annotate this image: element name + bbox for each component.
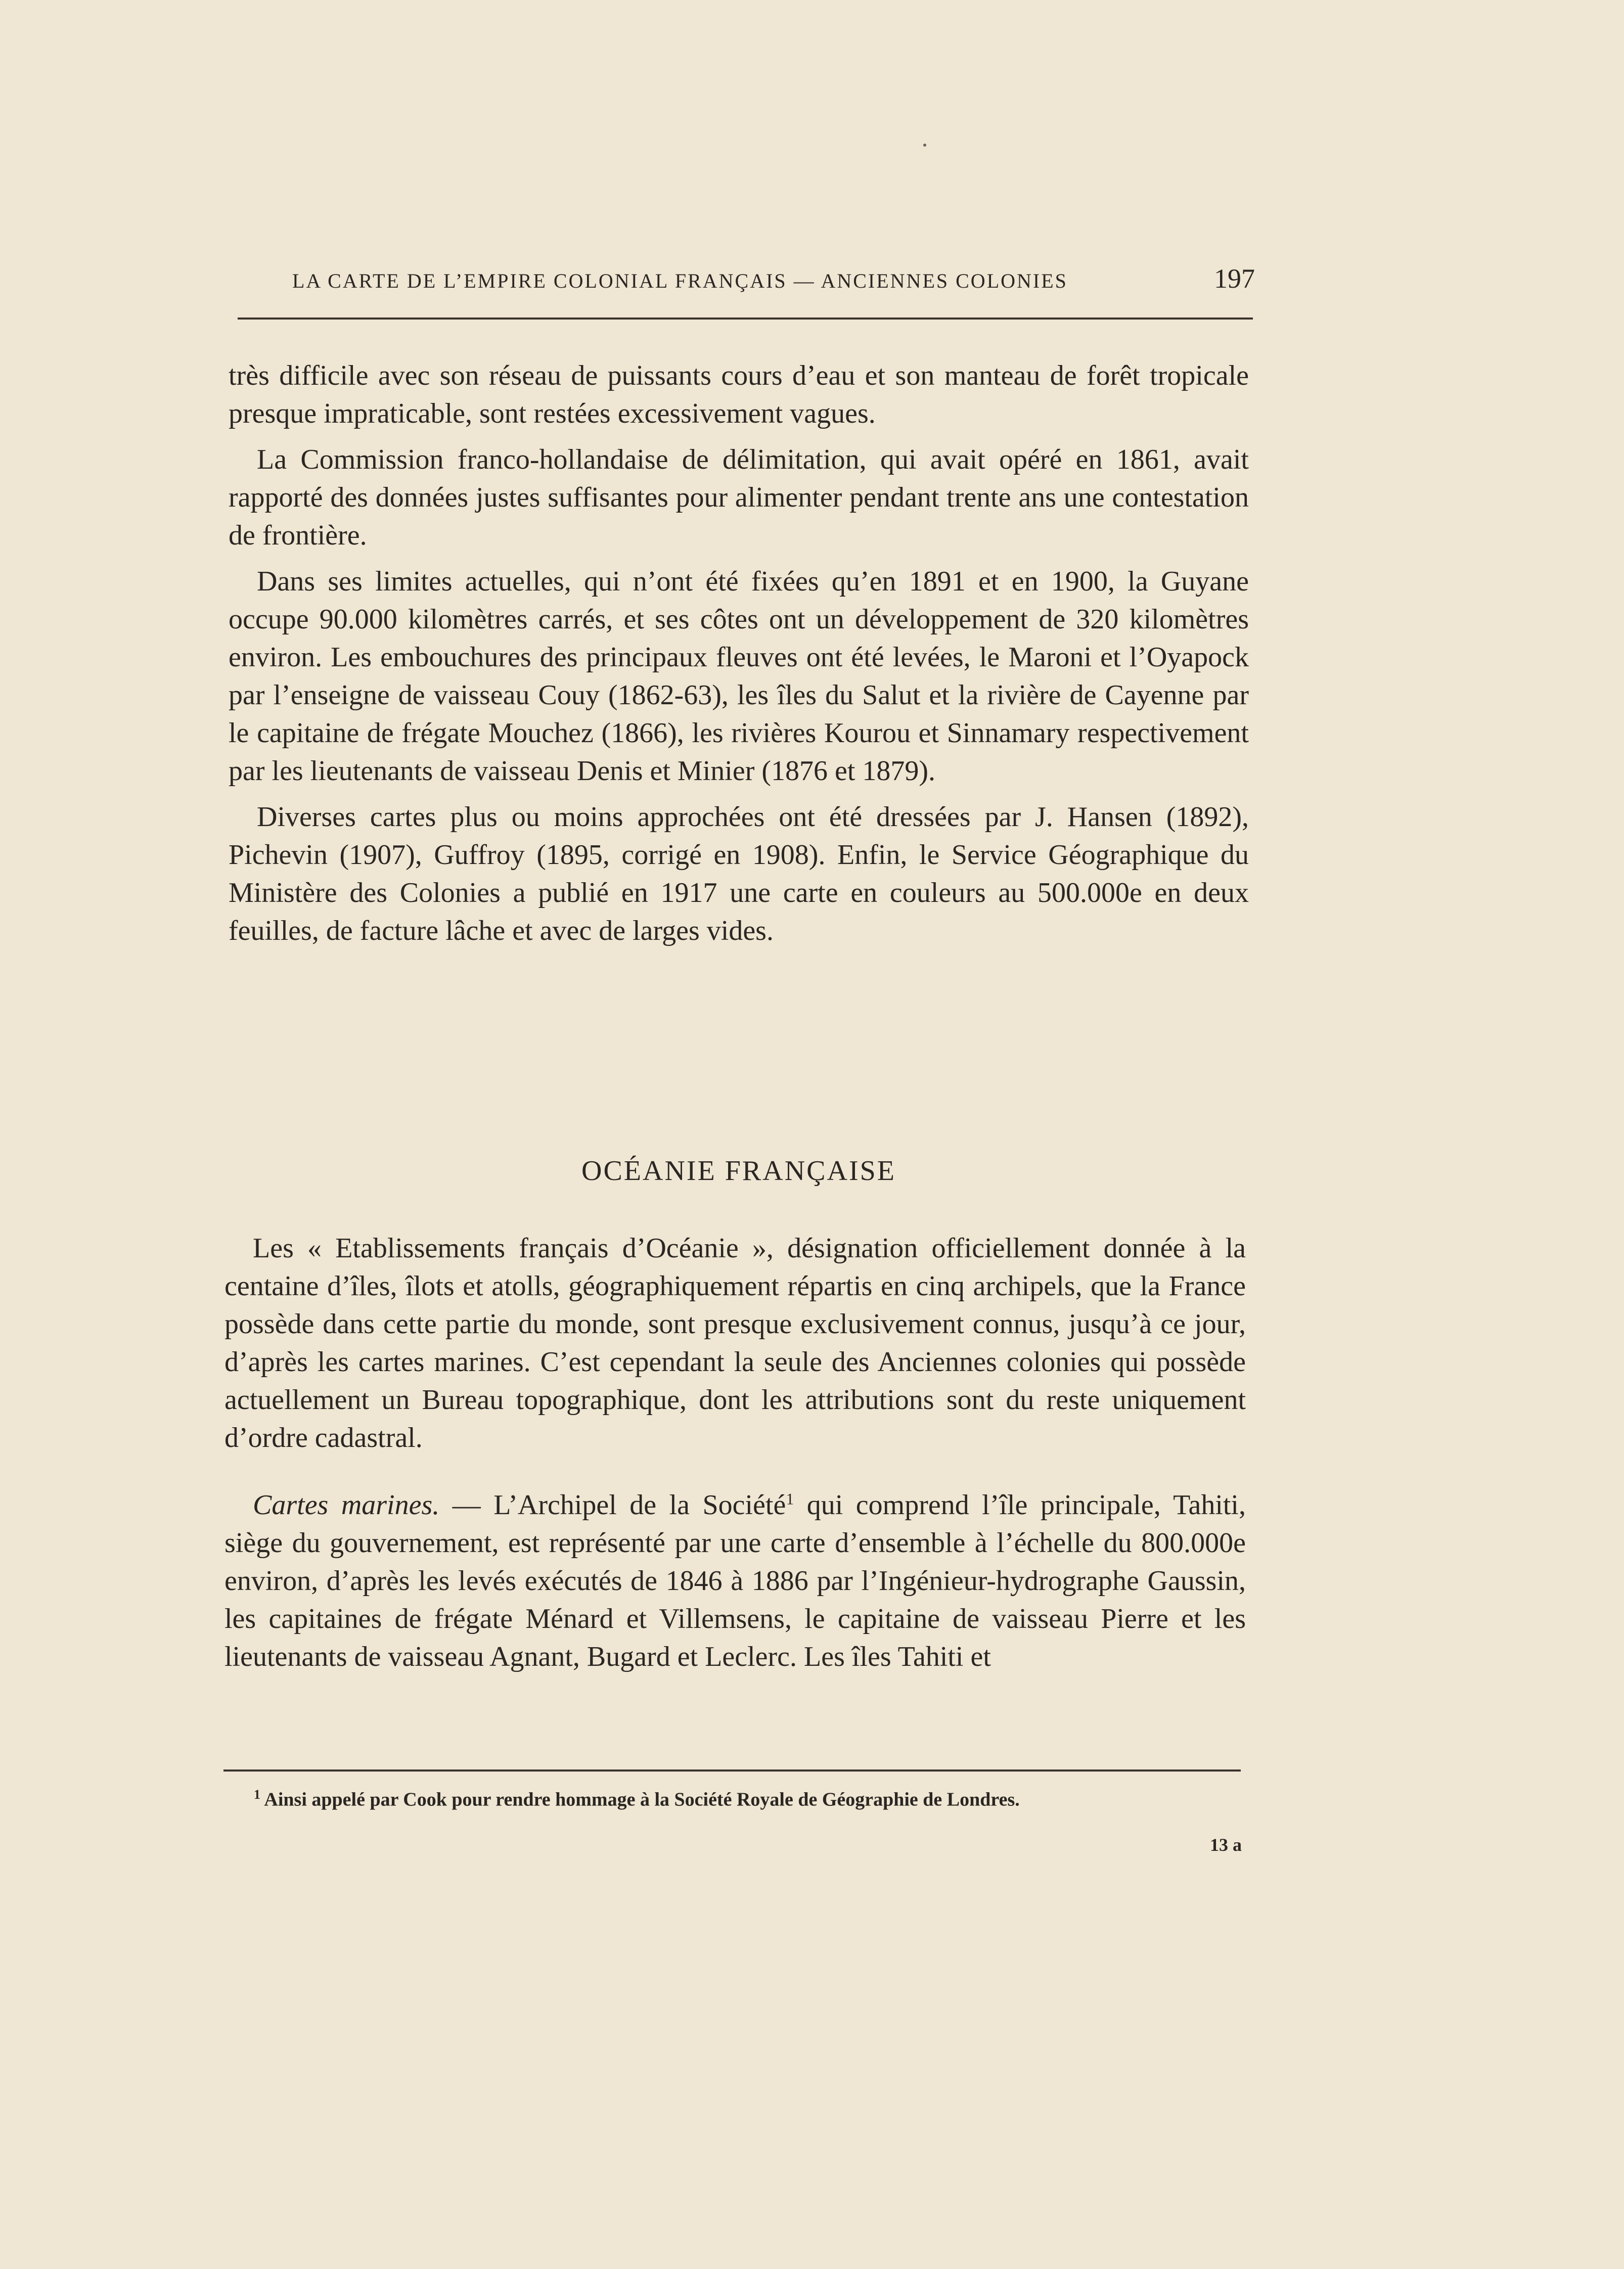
paragraph: La Commission franco-hollandaise de délimitation, qui avait opéré en 1861, avait rapporté des données justes suffisantes pour alimenter pendant trente ans une contestation de frontière. (229, 444, 1249, 551)
footnote-text: Ainsi appelé par Cook pour rendre hommage à la Société Royale de Géographie de Londres. (264, 1789, 1020, 1810)
footnote-reference[interactable]: 1 (786, 1489, 794, 1508)
paragraph-cartes-marines (224, 1486, 1246, 1676)
cartes-marines-text: qui comprend l’île principale, Tahiti, siège du gouvernement, est représenté par une carte d’ensemble à l’échelle du 800.000e environ, d’après les levés exécutés de 1846 à 1886 par l’Ingénieur-hydrographe Gaussin, les capitaines de frégate Ménard et Villemsens, le capitaine de vaisseau Pierre et les lieutenants de vaisseau Agnant, Bugard et Leclerc. Les îles Tahiti et (224, 1489, 1246, 1672)
cartes-marines-lead: Cartes marines. (253, 1489, 440, 1521)
section-title: OCÉANIE FRANÇAISE (581, 1155, 896, 1187)
page-number: 197 (1214, 263, 1255, 294)
cartes-marines-dash: — L’Archipel de la Société (439, 1489, 786, 1521)
footnote (223, 1782, 1241, 1813)
guyane-text (229, 357, 1249, 958)
running-header (292, 263, 1255, 298)
footnote-mark: 1 (254, 1787, 260, 1802)
oceanie-text (224, 1230, 1246, 1705)
footnote-rule (223, 1769, 1241, 1772)
paragraph: très difficile avec son réseau de puissants cours d’eau et son manteau de forêt tropicale presque impraticable, sont restées excessivement vagues. (229, 360, 1249, 429)
signature-mark: 13 a (1210, 1835, 1242, 1855)
paper-speck (923, 144, 926, 147)
paragraph: Les « Etablissements français d’Océanie », désignation officiellement donnée à la centaine d’îles, îlots et atolls, géographiquement répartis en cinq archipels, que la France possède dans cette partie du monde, sont presque exclusivement connus, jusqu’à ce jour, d’après les cartes marines. C’est cependant la seule des Anciennes colonies qui possède actuellement un Bureau topographique, dont les attributions sont du reste uniquement d’ordre cadastral. (224, 1233, 1246, 1454)
paragraph: Dans ses limites actuelles, qui n’ont été fixées qu’en 1891 et en 1900, la Guyane occupe 90.000 kilomètres carrés, et ses côtes ont un développement de 320 kilomètres environ. Les embouchures des principaux fleuves ont été levées, le Maroni et l’Oyapock par l’enseigne de vaisseau Couy (1862-63), les îles du Salut et la rivière de Cayenne par le capitaine de frégate Mouchez (1866), les rivières Kourou et Sinnamary respectivement par les lieutenants de vaisseau Denis et Minier (1876 et 1879). (229, 566, 1249, 787)
header-rule (238, 317, 1253, 320)
paragraph: Diverses cartes plus ou moins approchées ont été dressées par J. Hansen (1892), Pichevin (1907), Guffroy (1895, corrigé en 1908). Enfin, le Service Géographique du Ministère des Colonies a publié en 1917 une carte en couleurs au 500.000e en deux feuilles, de facture lâche et avec de larges vides. (229, 801, 1249, 946)
running-title: LA CARTE DE L’EMPIRE COLONIAL FRANÇAIS — ANCIENNES COLONIES (292, 269, 1068, 292)
